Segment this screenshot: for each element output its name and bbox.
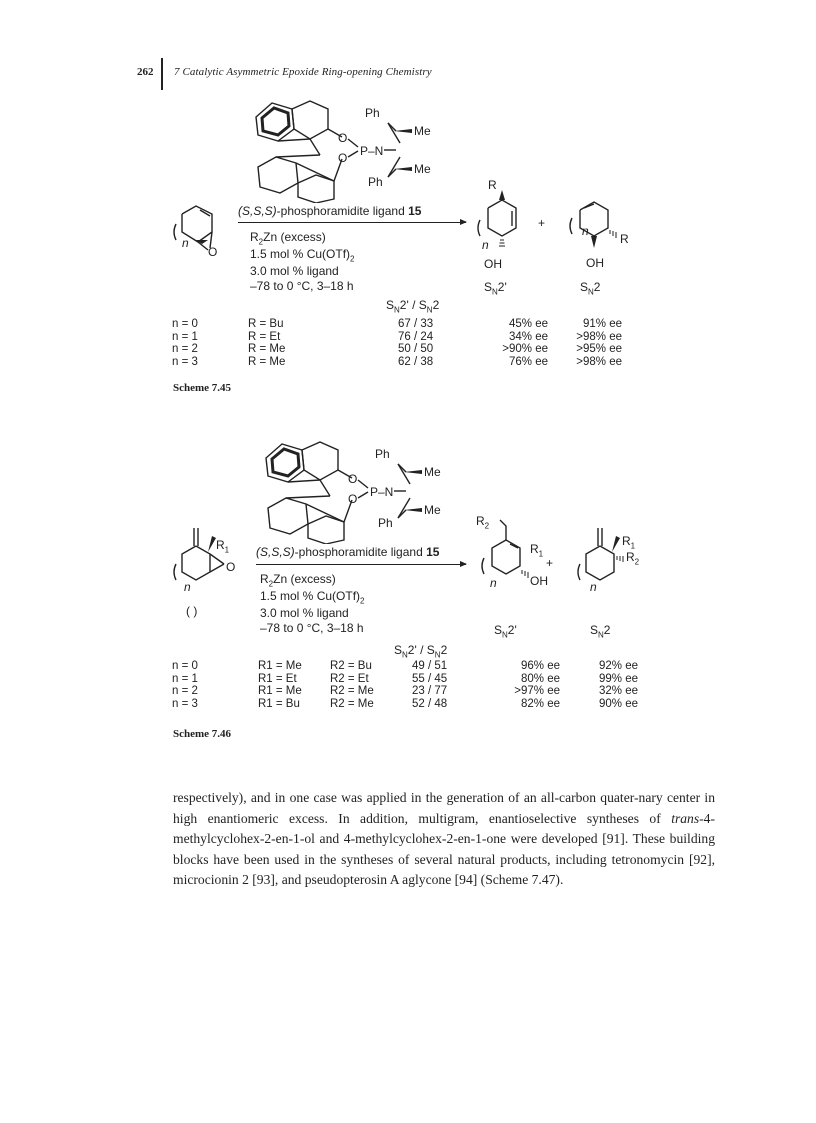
header-rule (161, 58, 163, 90)
scheme-caption: Scheme 7.46 (173, 728, 232, 740)
row-ee-sn2: 92% ee (598, 660, 638, 672)
page-number: 262 (137, 66, 154, 78)
row-r2: R2 = Me (330, 697, 374, 710)
scheme-caption: Scheme 7.45 (173, 382, 232, 394)
ligand-structure (258, 436, 458, 544)
plus-sign: + (538, 216, 546, 230)
row-r: R = Me (248, 343, 286, 355)
row-ratio: 55 / 45 (412, 672, 448, 685)
product-sn2-r1: $R_1$ (622, 534, 636, 551)
binol-phosphoramidite-drawing (258, 436, 458, 544)
row-r1: R1 = Me (258, 685, 302, 697)
condition-1: $R_2Zn$ (excess) (260, 572, 336, 589)
ligand-me-top: Me (424, 465, 441, 479)
row-ee-sn2p: 96% ee (520, 660, 560, 672)
row-ratio: 52 / 48 (412, 697, 448, 710)
results-table-7-45 (172, 318, 622, 368)
arrow-label: (S,S,S)-phosphoramidite ligand 15 (238, 204, 422, 218)
row-n: n = 2 (172, 343, 198, 355)
condition-4: –78 to 0 °C, 3–18 h (250, 279, 354, 293)
row-ee-sn2p: 82% ee (520, 697, 560, 710)
row-ratio: 50 / 50 (398, 343, 434, 355)
row-r1: R1 = Me (258, 660, 302, 672)
row-r1: R1 = Bu (258, 697, 300, 710)
ligand-me-bottom: Me (424, 503, 441, 517)
arrow-label: (S,S,S)-phosphoramidite ligand 15 (256, 545, 440, 559)
product-sn2-oh: OH (586, 256, 604, 270)
product-sn2p-oh: OH (484, 257, 502, 271)
table-row (172, 356, 622, 369)
table-row (172, 698, 638, 711)
product-sn2 (566, 196, 629, 270)
row-n: n = 0 (172, 660, 198, 672)
product-sn2p-n: n (490, 576, 497, 590)
product-sn2p-r2: $R_2$ (476, 514, 490, 531)
ligand-structure (248, 95, 448, 203)
row-n: n = 2 (172, 685, 198, 697)
product-sn2 (576, 526, 646, 594)
substrate-n: n (184, 580, 191, 594)
row-n: n = 1 (172, 672, 198, 685)
ligand-me-bottom: Me (414, 162, 431, 176)
table-row (172, 673, 638, 686)
ligand-ph-top: Ph (365, 106, 380, 120)
row-ratio: 62 / 38 (398, 355, 434, 368)
table-row (172, 685, 638, 698)
row-ee-sn2p: 76% ee (508, 355, 548, 368)
substrate-paren: ( ) (186, 604, 198, 618)
ligand-ph-bottom: Ph (368, 175, 383, 189)
table-row (172, 318, 622, 331)
product-sn2-drawing (566, 196, 626, 258)
row-ratio: 23 / 77 (412, 685, 448, 697)
condition-1: $R_2Zn$ (excess) (250, 230, 326, 247)
row-ee-sn2: 32% ee (598, 685, 638, 697)
product-sn2p-r: R (488, 178, 497, 192)
row-ratio: 49 / 51 (412, 660, 448, 672)
product-sn2-r2: $R_2$ (626, 550, 640, 567)
row-ee-sn2: 90% ee (598, 697, 638, 710)
substrate-epoxide (170, 524, 240, 618)
row-n: n = 1 (172, 330, 198, 343)
substrate-n: n (182, 236, 189, 250)
condition-2: 1.5 mol % $Cu(OTf)_2$ (260, 589, 365, 606)
row-n: n = 3 (172, 697, 198, 710)
product-sn2p-r1: $R_1$ (530, 542, 544, 559)
label-sn2-prime: $S_N2'$ (484, 280, 507, 297)
ligand-me-top: Me (414, 124, 431, 138)
ligand-p-n: P–N (370, 485, 394, 499)
binol-phosphoramidite-drawing (248, 95, 448, 203)
substrate-o: O (208, 245, 218, 259)
ratio-header: $S_N2' / S_N2$ (394, 643, 448, 660)
condition-3: 3.0 mol % ligand (250, 264, 339, 278)
ligand-o2: O (338, 151, 348, 165)
body-text-1: respectively), and in one case was applied in the generation of an all-carbon quater-nary center in high enantiomeric excess. In addition, multigram, enantioselective syntheses of (173, 790, 715, 826)
condition-4: –78 to 0 °C, 3–18 h (260, 621, 364, 635)
row-r: R = Me (248, 355, 286, 368)
product-sn2-prime (476, 178, 530, 271)
row-ee-sn2: >95% ee (576, 343, 622, 355)
label-sn2-prime: $S_N2'$ (494, 623, 517, 640)
label-sn2: $S_N2$ (590, 623, 611, 640)
row-ee-sn2: 99% ee (598, 672, 638, 685)
table-row (172, 331, 622, 344)
row-ee-sn2: >98% ee (576, 330, 622, 343)
row-ratio: 76 / 24 (398, 330, 434, 343)
ligand-o2: O (348, 492, 358, 506)
reaction-arrow (238, 222, 466, 223)
body-text-2: -4-methylcyclohex-2-en-1-ol and 4-methylcyclohex-2-en-1-one were developed [91]. These building blocks have been used in the syntheses of several natural products, including tetronomycin [92], microcionin 2 [93], and pseudopterosin A aglycone [94] (Scheme 7.47). (173, 810, 715, 888)
body-paragraph (173, 788, 715, 891)
row-ee-sn2p: 80% ee (520, 672, 560, 685)
ligand-p-n: P–N (360, 144, 384, 158)
product-sn2p-n: n (482, 238, 489, 252)
body-text-italic: trans (671, 810, 700, 826)
row-ee-sn2p: >97% ee (514, 685, 560, 697)
results-table-7-46 (172, 660, 638, 710)
plus-sign: + (546, 556, 554, 570)
product-sn2-r: R (620, 232, 629, 246)
reaction-arrow (256, 564, 466, 565)
ligand-o1: O (348, 472, 358, 486)
table-row (172, 343, 622, 356)
running-head: 7 Catalytic Asymmetric Epoxide Ring-opening Chemistry (174, 66, 432, 78)
label-sn2: $S_N2$ (580, 280, 601, 297)
product-sn2p-oh: OH (530, 574, 548, 588)
ratio-header: $S_N2' / S_N2$ (386, 298, 440, 315)
substrate-epoxide (168, 200, 224, 262)
row-r: R = Et (248, 330, 281, 343)
row-ee-sn2: >98% ee (576, 355, 622, 368)
row-ee-sn2: 91% ee (582, 318, 622, 330)
row-ratio: 67 / 33 (398, 318, 434, 330)
product-sn2-n: n (590, 580, 597, 594)
product-sn2-n: n (582, 224, 589, 238)
row-ee-sn2p: >90% ee (502, 343, 548, 355)
row-r1: R1 = Et (258, 672, 297, 685)
ligand-o1: O (338, 131, 348, 145)
condition-3: 3.0 mol % ligand (260, 606, 349, 620)
substrate-r1: $R_1$ (216, 538, 230, 555)
ligand-ph-bottom: Ph (378, 516, 393, 530)
row-r2: R2 = Bu (330, 660, 372, 672)
row-n: n = 3 (172, 355, 198, 368)
row-r: R = Bu (248, 318, 284, 330)
row-n: n = 0 (172, 318, 198, 330)
product-sn2-prime (476, 512, 546, 596)
row-ee-sn2p: 34% ee (508, 330, 548, 343)
row-r2: R2 = Et (330, 672, 369, 685)
row-ee-sn2p: 45% ee (508, 318, 548, 330)
substrate-o: O (226, 560, 236, 574)
condition-2: 1.5 mol % $Cu(OTf)_2$ (250, 247, 355, 264)
row-r2: R2 = Me (330, 685, 374, 697)
table-row (172, 660, 638, 673)
ligand-ph-top: Ph (375, 447, 390, 461)
